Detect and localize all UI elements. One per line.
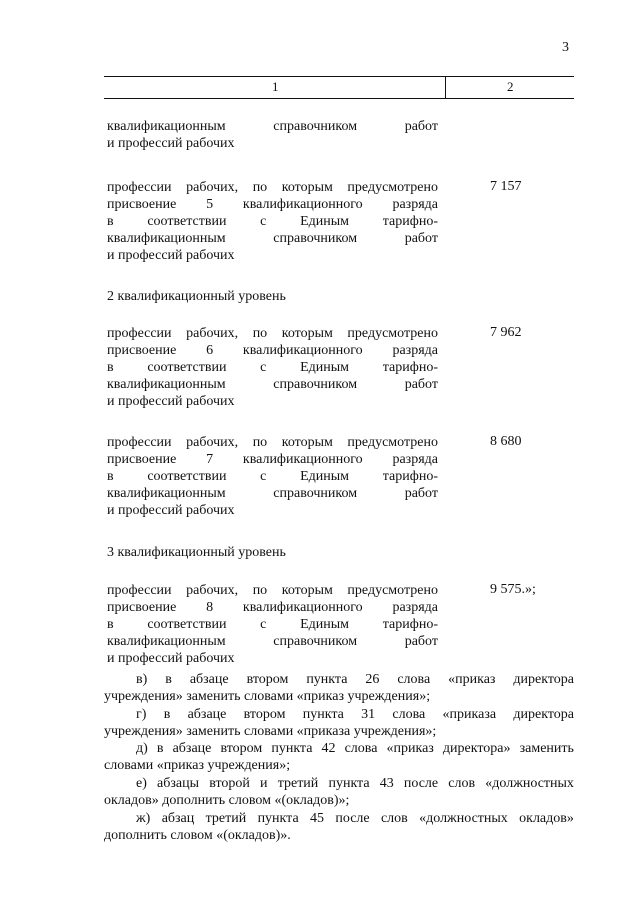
paragraph-line: в) в абзаце втором пункта 26 слова «приказ директора — [136, 672, 574, 687]
paragraph-line: г) в абзаце втором пункта 31 слова «приказа директора — [136, 707, 574, 722]
row-line: квалификационным справочником работ — [107, 486, 438, 501]
column-2-header: 2 — [507, 79, 514, 94]
paragraph-zh — [104, 810, 574, 844]
paragraph-e — [104, 775, 574, 809]
level-2-heading: 2 квалификационный уровень — [107, 289, 286, 304]
grade-6-value: 7 962 — [490, 325, 522, 340]
table-row-grade-5 — [107, 179, 438, 264]
table-row-grade-6 — [107, 325, 438, 410]
row-line: и профессий рабочих — [107, 394, 235, 409]
row-line: квалификационным справочником работ — [107, 377, 438, 392]
row-line: и профессий рабочих — [107, 248, 235, 263]
row-line: профессии рабочих, по которым предусмотрено — [107, 326, 438, 341]
row-line: в соответствии с Единым тарифно- — [107, 469, 438, 484]
paragraph-line: окладов» дополнить словом «(окладов)»; — [104, 793, 350, 808]
row-line: присвоение 8 квалификационного разряда — [107, 600, 438, 615]
paragraph-line: д) в абзаце втором пункта 42 слова «приказ директора» заменить — [136, 741, 574, 756]
table-row-continuation — [107, 118, 438, 152]
paragraph-line: ж) абзац третий пункта 45 после слов «должностных окладов» — [136, 811, 574, 826]
row-line: в соответствии с Единым тарифно- — [107, 360, 438, 375]
paragraph-line: учреждения» заменить словами «приказа учреждения»; — [104, 724, 437, 739]
row-line: и профессий рабочих — [107, 503, 235, 518]
row-line: квалификационным справочником работ — [107, 634, 438, 649]
paragraph-d — [104, 740, 574, 774]
row-line: присвоение 7 квалификационного разряда — [107, 452, 438, 467]
column-1-header: 1 — [272, 79, 279, 94]
paragraph-line: учреждения» заменить словами «приказ учреждения»; — [104, 689, 431, 704]
table-row-grade-7 — [107, 434, 438, 519]
grade-8-value: 9 575.»; — [490, 582, 536, 597]
row-line: квалификационным справочником работ — [107, 119, 438, 134]
table-column-divider — [445, 76, 446, 98]
paragraph-line: словами «приказ учреждения»; — [104, 758, 291, 773]
row-line: профессии рабочих, по которым предусмотрено — [107, 180, 438, 195]
row-line: в соответствии с Единым тарифно- — [107, 617, 438, 632]
paragraph-g — [104, 706, 574, 740]
row-line: и профессий рабочих — [107, 136, 235, 151]
table-row-grade-8 — [107, 582, 438, 667]
row-line: присвоение 6 квалификационного разряда — [107, 343, 438, 358]
level-3-heading: 3 квалификационный уровень — [107, 545, 286, 560]
grade-7-value: 8 680 — [490, 434, 522, 449]
row-line: в соответствии с Единым тарифно- — [107, 214, 438, 229]
row-line: профессии рабочих, по которым предусмотрено — [107, 583, 438, 598]
table-top-rule — [104, 76, 574, 77]
paragraph-v — [104, 671, 574, 705]
grade-5-value: 7 157 — [490, 179, 522, 194]
page-number: 3 — [562, 40, 569, 55]
paragraph-line: дополнить словом «(окладов)». — [104, 828, 291, 843]
row-line: профессии рабочих, по которым предусмотрено — [107, 435, 438, 450]
paragraph-line: е) абзацы второй и третий пункта 43 после слов «должностных — [136, 776, 574, 791]
row-line: присвоение 5 квалификационного разряда — [107, 197, 438, 212]
row-line: и профессий рабочих — [107, 651, 235, 666]
row-line: квалификационным справочником работ — [107, 231, 438, 246]
table-header-rule — [104, 98, 574, 99]
